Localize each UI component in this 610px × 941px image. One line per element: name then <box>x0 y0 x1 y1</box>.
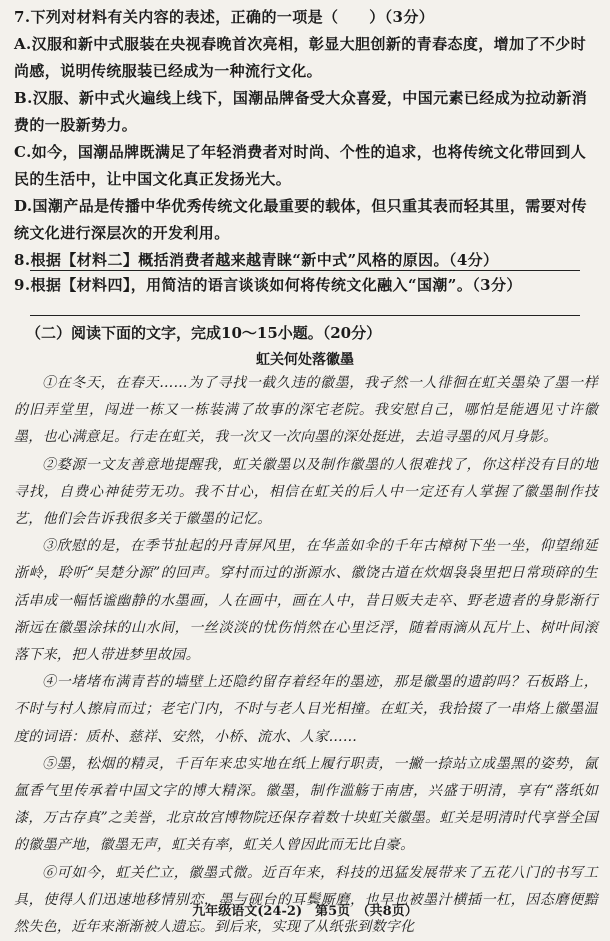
q7-option-d: D.国潮产品是传播中华优秀传统文化最重要的载体，但只重其表而轻其里，需要对传统文化进行深层次的开发利用。 <box>14 197 587 242</box>
question-8: 8.根据【材料二】概括消费者越来越青睐“新中式”风格的原因。（4分） <box>14 251 499 269</box>
essay-paragraph-6: ⑥可如今，虹关伫立，徽墨式微。近百年来，科技的迅猛发展带来了五花八门的书写工具，使得人们迅速地移情别恋，墨与砚台的耳鬓厮磨，也早也被墨汁横插一杠，因态磨便黯然失色，近年来渐渐被人遗忘。到后来，实现了从纸张到数字化 <box>14 864 598 936</box>
answer-line-q8 <box>30 270 580 271</box>
question-9-wrap <box>14 272 598 299</box>
essay-body <box>14 370 598 941</box>
essay-paragraph-3: ③欣慰的是，在季节扯起的丹青屏风里，在华盖如伞的千年古樟树下坐一坐，仰望绵延浙岭，聆听“吴楚分源”的回声。穿村而过的浙源水、徽饶古道在炊烟袅袅里把日常琐碎的生活串成一幅恬谧幽静的水墨画，人在画中，画在人中，昔日贩夫走卒、野老遗者的身影渐行渐远在徽墨涂抹的山水间，一丝淡淡的忧伤悄然在心里泛浮，随着雨滴从瓦片上、树叶间滚落下来，把人带进梦里故园。 <box>14 538 598 664</box>
essay-title: 虹关何处落徽墨 <box>256 352 354 368</box>
essay-paragraph-1: ①在冬天，在春天……为了寻找一截久违的徽墨，我孑然一人徘徊在虹关墨染了墨一样的旧弄堂里，闯进一栋又一栋装满了故事的深宅老院。我安慰自己，哪怕是能遇见寸许徽墨，也心满意足。行走在虹关，我一次又一次向墨的深处挺进，去追寻墨的风月身影。 <box>14 375 598 446</box>
essay-paragraph-5: ⑤墨，松烟的精灵，千百年来忠实地在纸上履行职责，一撇一捺站立成墨黑的姿势，氤氲香气里传承着中国文字的博大精深。徽墨，制作滥觞于南唐，兴盛于明清，享有“落纸如漆，万古存真”之美誉，北京故宫博物院还保存着数十块虹关徽墨。虹关是明清时代享誉全国的徽墨产地，徽墨无声，虹关有率，虹关人曾因此而无比自豪。 <box>14 755 598 854</box>
page-footer: 九年级语文(24-2) 第5页 （共8页） <box>192 904 418 919</box>
q7-stem: 7.下列对材料有关内容的表述，正确的一项是（ ）（3分） <box>14 8 435 26</box>
q7-option-a: A.汉服和新中式服装在央视春晚首次亮相，彰显大胆创新的青春态度，增加了不少时尚感，说明传统服装已经成为一种流行文化。 <box>14 35 587 80</box>
question-7 <box>14 4 598 274</box>
q7-option-b: B.汉服、新中式火遍线上线下，国潮品牌备受大众喜爱，中国元素已经成为拉动新消费的一股新势力。 <box>14 89 588 134</box>
essay-paragraph-2: ②婺源一文友善意地提醒我，虹关徽墨以及制作徽墨的人很难找了，你这样没有目的地寻找，自费心神徒劳无功。我不甘心，相信在虹关的后人中一定还有人掌握了徽墨制作技艺，他们会告诉我很多关于徽墨的记忆。 <box>14 456 598 528</box>
essay-paragraph-4: ④一堵堵布满青苔的墙壁上还隐约留存着经年的墨迹，那是徽墨的遗韵吗？石板路上，不时与村人擦肩而过；老宅门内，不时与老人目光相撞。在虹关，我拾掇了一串烙上徽墨温度的词语：质朴、慈祥、安然，小桥、流水、人家…… <box>14 674 598 745</box>
q7-option-c: C.如今，国潮品牌既满足了年轻消费者对时尚、个性的追求，也将传统文化带回到人民的生活中，让中国文化真正发扬光大。 <box>14 143 587 188</box>
section-heading: （二）阅读下面的文字，完成10～15小题。（20分） <box>26 324 382 342</box>
question-9: 9.根据【材料四】，用简洁的语言谈谈如何将传统文化融入“国潮”。（3分） <box>14 276 522 294</box>
answer-line-q9 <box>30 315 580 316</box>
